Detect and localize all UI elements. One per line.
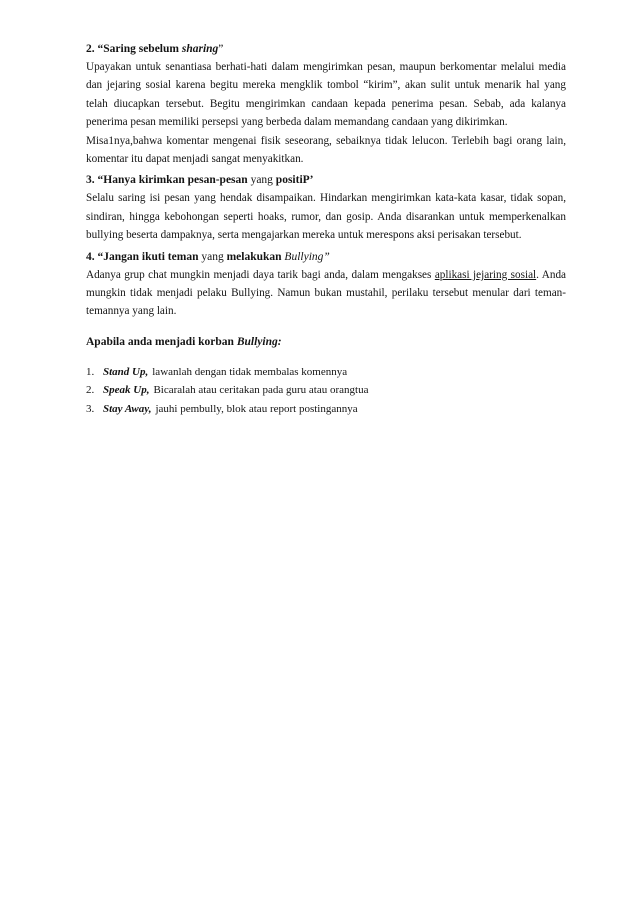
victim-heading: Apabila anda menjadi korban Bullying:: [86, 335, 282, 348]
paragraph-line: Adanya grup chat mungkin menjadi daya tarik bagi anda, dalam mengakses aplikasi jejaring sosial. Anda: [86, 268, 567, 281]
heading-italic-text: sharing: [181, 43, 219, 55]
paragraph-line: penerima pesan memiliki persepsi yang berbeda dalam memandang candaan yang dikirimkan.: [86, 116, 508, 129]
heading-quote: ”: [218, 43, 224, 55]
paragraph-line: komentar itu dapat menjadi sangat menyakitkan.: [86, 153, 304, 166]
section-paragraph: [86, 58, 566, 168]
paragraph-line: Upayakan untuk senantiasa berhati-hati dalam mengirimkan pesan, maupun berkomentar melalui media: [86, 61, 566, 73]
heading-text: melakukan: [226, 250, 285, 263]
section-heading: [86, 248, 566, 266]
heading-connector: yang: [198, 250, 227, 263]
paragraph-line: Selalu saring isi pesan yang hendak disampaikan. Hindarkan mengirimkan kata-kata kasar, tidak sopan,: [86, 192, 566, 205]
list-number: 1.: [86, 365, 95, 378]
section-heading: [86, 171, 566, 189]
section-jangan-ikuti-teman: [86, 248, 566, 321]
list-item: [86, 381, 566, 400]
list-item: [86, 400, 566, 419]
heading-text: 2. “Saring sebelum: [86, 43, 182, 55]
tip-text: Bicaralah atau ceritakan pada guru atau orangtua: [153, 384, 369, 397]
tip-term: Stay Away,: [103, 402, 152, 415]
paragraph-line: Misa1nya,bahwa komentar mengenai fisik seseorang, sebaiknya tidak lelucon. Terlebih bagi orang lain,: [86, 134, 566, 147]
section-paragraph: [86, 266, 566, 321]
heading-text: 4. “Jangan ikuti teman: [86, 250, 199, 263]
paragraph-line: temannya yang lain.: [86, 305, 177, 318]
section-paragraph: [86, 189, 566, 244]
heading-italic-text: Bullying”: [284, 250, 330, 263]
tip-term: Stand Up,: [103, 365, 149, 378]
tip-text: jauhi pembully, blok atau report postingannya: [155, 402, 358, 415]
paragraph-line: mungkin tidak menjadi pelaku Bullying. Namun bukan mustahil, perilaku tersebut menular dari teman-: [86, 287, 566, 300]
victim-tips-list: [86, 363, 566, 419]
paragraph-line: bullying beserta dampaknya, serta mengajarkan mereka untuk merespons aksi perisakan tersebut.: [86, 229, 522, 242]
heading-text: 3. “Hanya kirimkan pesan-pesan: [86, 174, 248, 187]
heading-italic-text: Bullying:: [236, 335, 282, 348]
document-page: [86, 40, 566, 418]
section-saring-sebelum-sharing: [86, 40, 566, 168]
tip-text: lawanlah dengan tidak membalas komennya: [152, 365, 348, 378]
paragraph-line: dan jejaring sosial karena begitu mereka mengklik tombol “kirim”, akan sulit untuk menarik hal yang: [86, 79, 566, 92]
tip-term: Speak Up,: [103, 384, 150, 397]
heading-text: positiP’: [275, 174, 314, 187]
social-network-app-link[interactable]: aplikasi jejaring sosial: [434, 268, 537, 281]
heading-connector: yang: [247, 174, 276, 187]
section-heading: [86, 40, 566, 58]
paragraph-line: sindiran, hingga kebohongan seperti hoaks, rumor, dan gosip. Anda disarankan untuk memperkenalkan: [86, 210, 566, 223]
list-item: [86, 363, 566, 382]
list-number: 3.: [86, 402, 95, 415]
section-hanya-kirimkan-pesan-positif: [86, 171, 566, 244]
list-number: 2.: [86, 384, 95, 397]
paragraph-line: telah diucapkan tersebut. Begitu mengirimkan candaan kepada penerima pesan. Sebab, ada kalanya: [86, 97, 566, 110]
